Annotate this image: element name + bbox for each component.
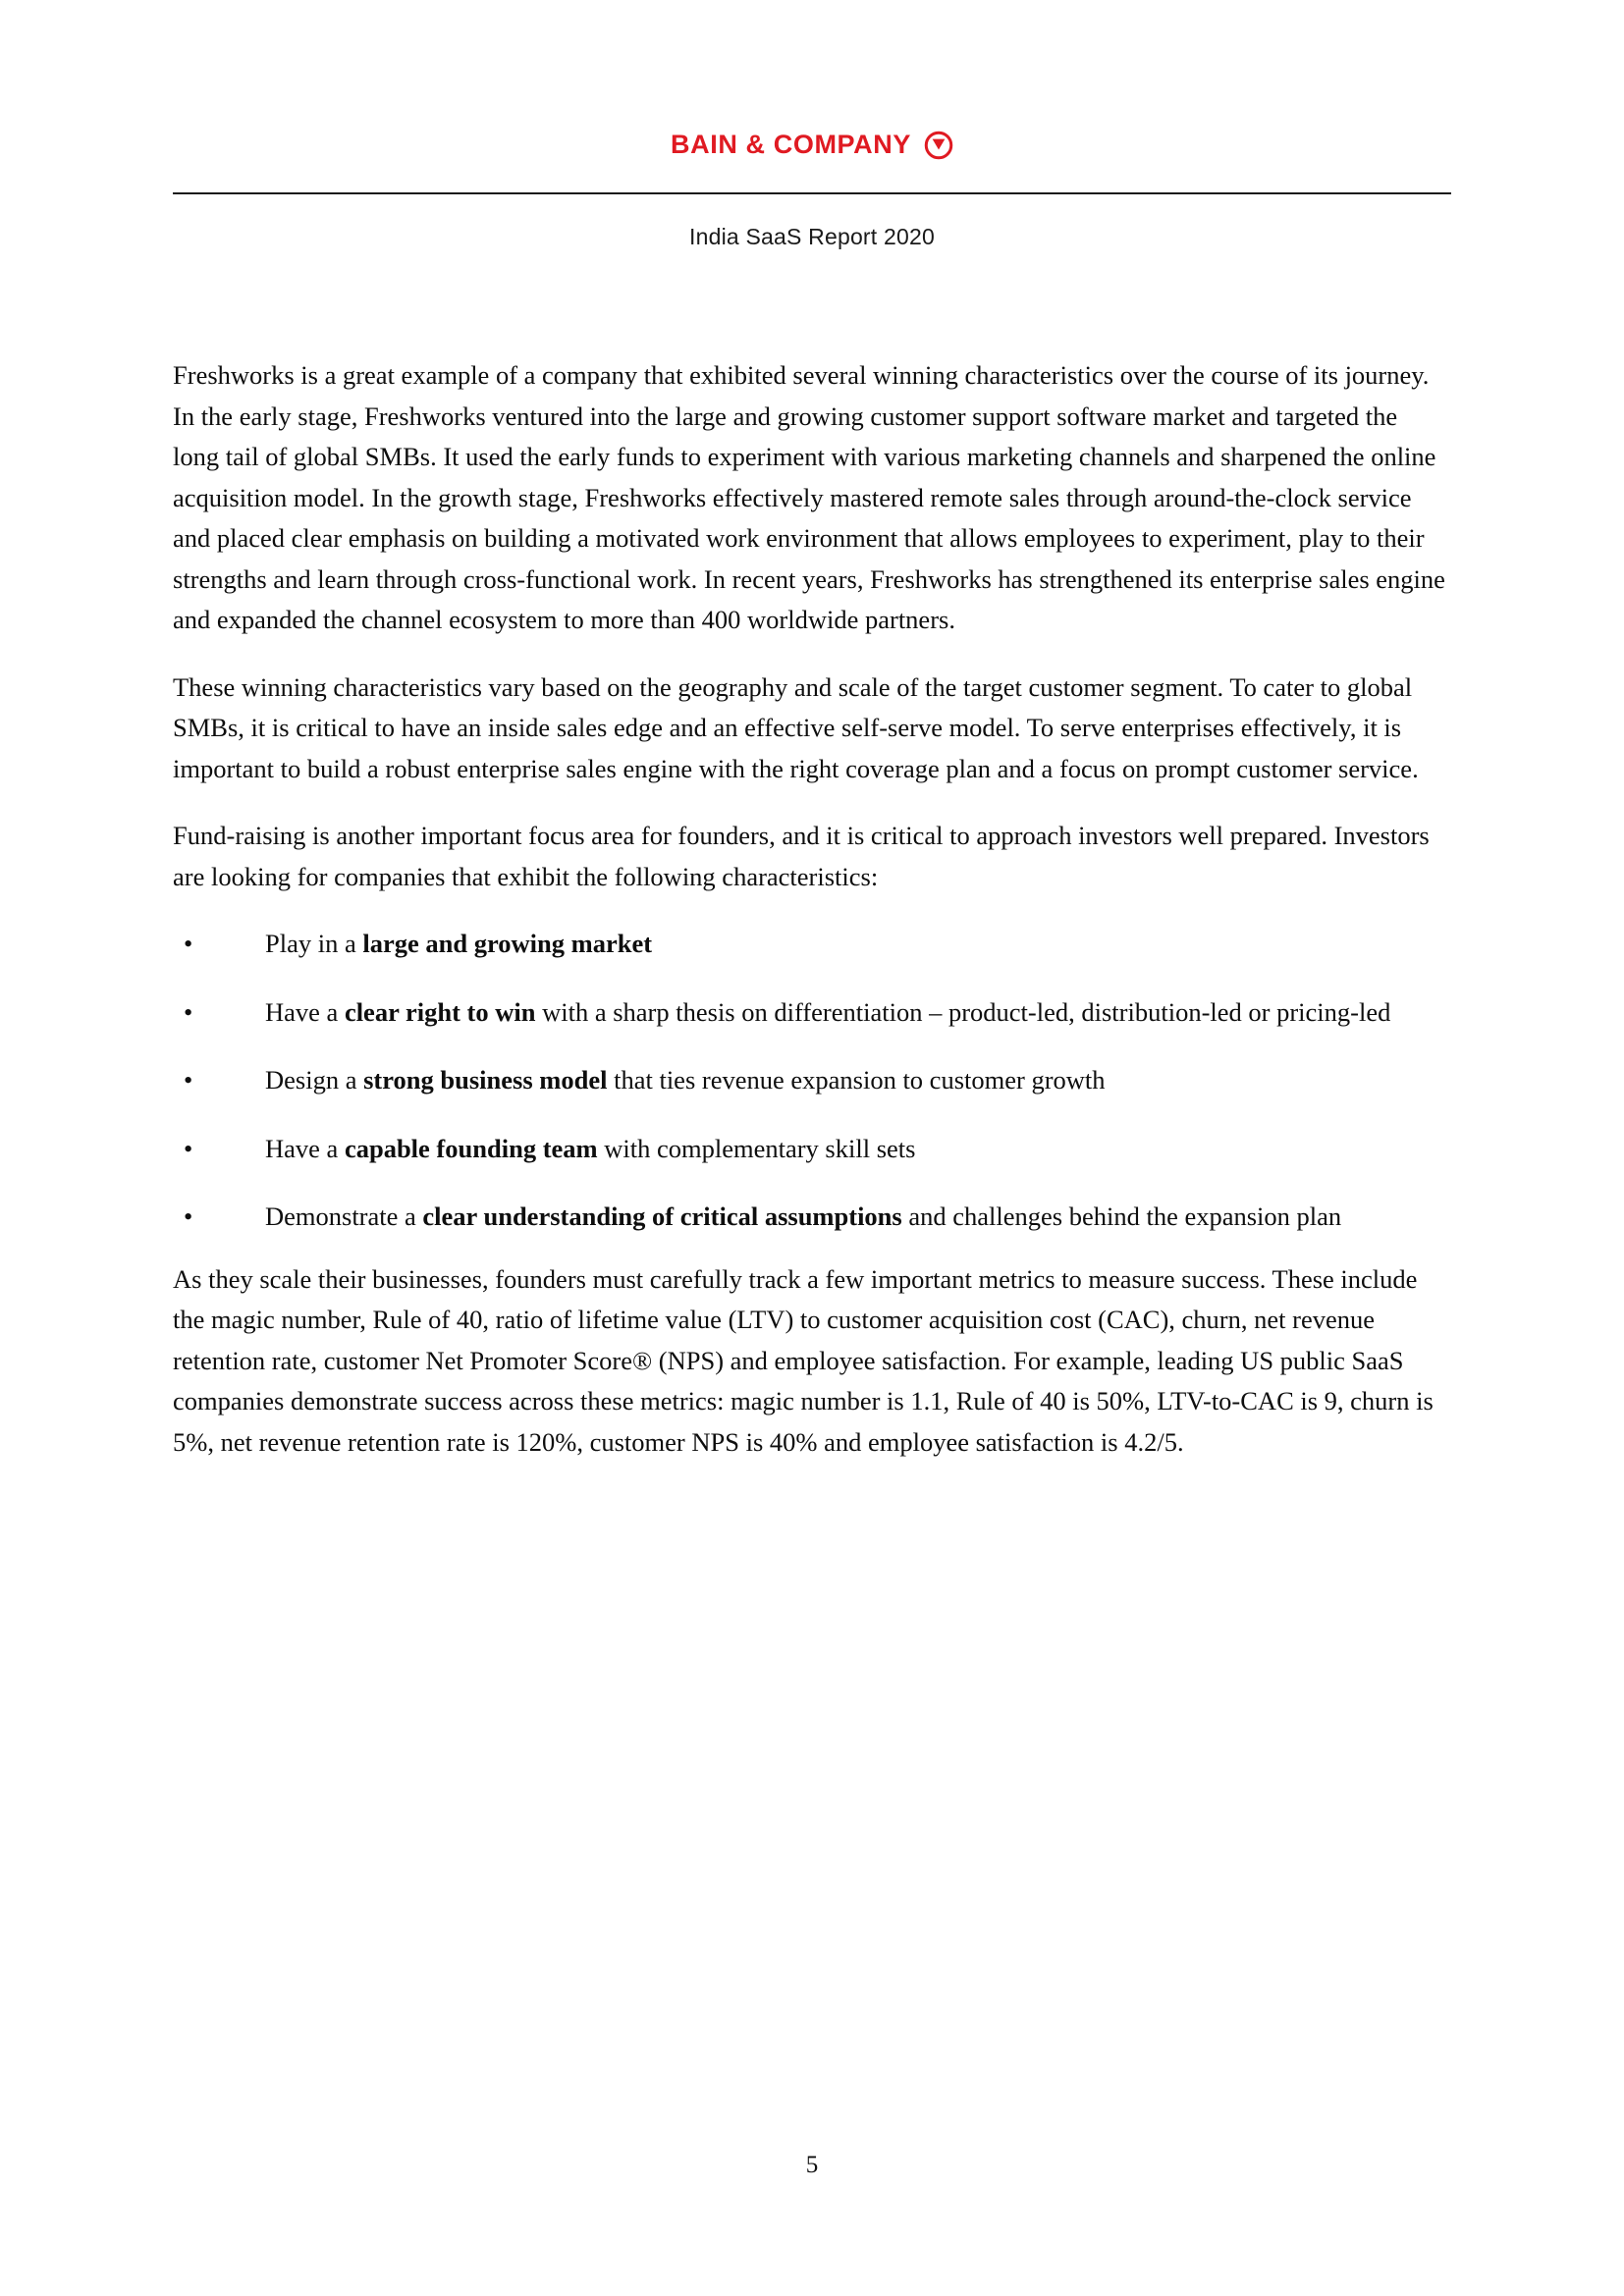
list-item bbox=[173, 1197, 1449, 1238]
list-item bbox=[173, 1060, 1449, 1101]
list-item-tail: with a sharp thesis on differentiation – product-led, distribution-led or pricing-led bbox=[535, 996, 1391, 1027]
list-item-emphasis: clear right to win bbox=[344, 996, 536, 1027]
bullet-marker-icon: • bbox=[184, 1065, 193, 1095]
list-item-lead: Demonstrate a bbox=[265, 1201, 423, 1231]
paragraph-fund-raising: Fund-raising is another important focus area for founders, and it is critical to approach investors well prepared. Investors are looking for companies that exhibit the following characteristics: bbox=[173, 821, 1430, 891]
list-item-emphasis: clear understanding of critical assumptions bbox=[422, 1201, 902, 1231]
investor-characteristics-list bbox=[173, 924, 1449, 1238]
list-item-text bbox=[265, 992, 1449, 1034]
list-item-lead: Have a bbox=[265, 996, 345, 1027]
list-item-lead: Play in a bbox=[265, 929, 363, 958]
bullet-marker-icon: • bbox=[184, 929, 193, 958]
list-item-text bbox=[265, 1060, 1449, 1101]
list-item-lead: Have a bbox=[265, 1133, 345, 1163]
header-divider-rule bbox=[173, 192, 1451, 194]
page-number: 5 bbox=[805, 2152, 819, 2178]
bain-circle-arrow-logo-mark-icon bbox=[924, 131, 953, 160]
body-content bbox=[173, 355, 1449, 1463]
list-item-tail: that ties revenue expansion to customer growth bbox=[607, 1065, 1106, 1095]
list-item-tail: and challenges behind the expansion plan bbox=[901, 1201, 1342, 1231]
list-item-lead: Design a bbox=[265, 1065, 364, 1095]
running-head-title: India SaaS Report 2020 bbox=[689, 224, 935, 249]
list-item-tail: with complementary skill sets bbox=[597, 1133, 916, 1163]
bullet-marker-icon: • bbox=[184, 1133, 193, 1163]
bullet-marker-icon: • bbox=[184, 996, 193, 1027]
bullet-marker-icon: • bbox=[184, 1201, 193, 1231]
bain-and-company-logo bbox=[671, 130, 953, 160]
masthead bbox=[0, 130, 1624, 160]
paragraph-freshworks-example: Freshworks is a great example of a company that exhibited several winning characteristics over the course of its journey. In the early stage, Freshworks ventured into the large and growing customer support software market and targeted the long tail of global SMBs. It used the early funds to experiment with various marketing channels and sharpened the online acquisition model. In the growth stage, Freshworks effectively mastered remote sales through around-the-clock service and placed clear emphasis on building a motivated work environment that allows employees to experiment, play to their strengths and learn through cross-functional work. In recent years, Freshworks has strengthened its enterprise sales engine and expanded the channel ecosystem to more than 400 worldwide partners. bbox=[173, 360, 1445, 634]
list-item-text bbox=[265, 1197, 1449, 1238]
list-item bbox=[173, 992, 1449, 1034]
list-item-emphasis: capable founding team bbox=[344, 1133, 598, 1163]
list-item-emphasis: large and growing market bbox=[362, 929, 653, 958]
list-item bbox=[173, 1129, 1449, 1170]
logo-wordmark: BAIN & COMPANY bbox=[671, 130, 911, 159]
paragraph-winning-characteristics: These winning characteristics vary based on the geography and scale of the target customer segment. To cater to global SMBs, it is critical to have an inside sales edge and an effective self-serve model. To serve enterprises effectively, it is important to build a robust enterprise sales engine with the right coverage plan and a focus on prompt customer service. bbox=[173, 671, 1419, 783]
list-item-text bbox=[265, 924, 1449, 965]
list-item-emphasis: strong business model bbox=[363, 1065, 608, 1095]
paragraph-metrics: As they scale their businesses, founders must carefully track a few important metrics to measure success. These include the magic number, Rule of 40, ratio of lifetime value (LTV) to customer acquisition cost (CAC), churn, net revenue retention rate, customer Net Promoter Score® (NPS) and employee satisfaction. For example, leading US public SaaS companies demonstrate success across these metrics: magic number is 1.1, Rule of 40 is 50%, LTV-to-CAC is 9, churn is 5%, net revenue retention rate is 120%, customer NPS is 40% and employee satisfaction is 4.2/5. bbox=[173, 1263, 1434, 1457]
list-item bbox=[173, 924, 1449, 965]
list-item-text bbox=[265, 1129, 1449, 1170]
